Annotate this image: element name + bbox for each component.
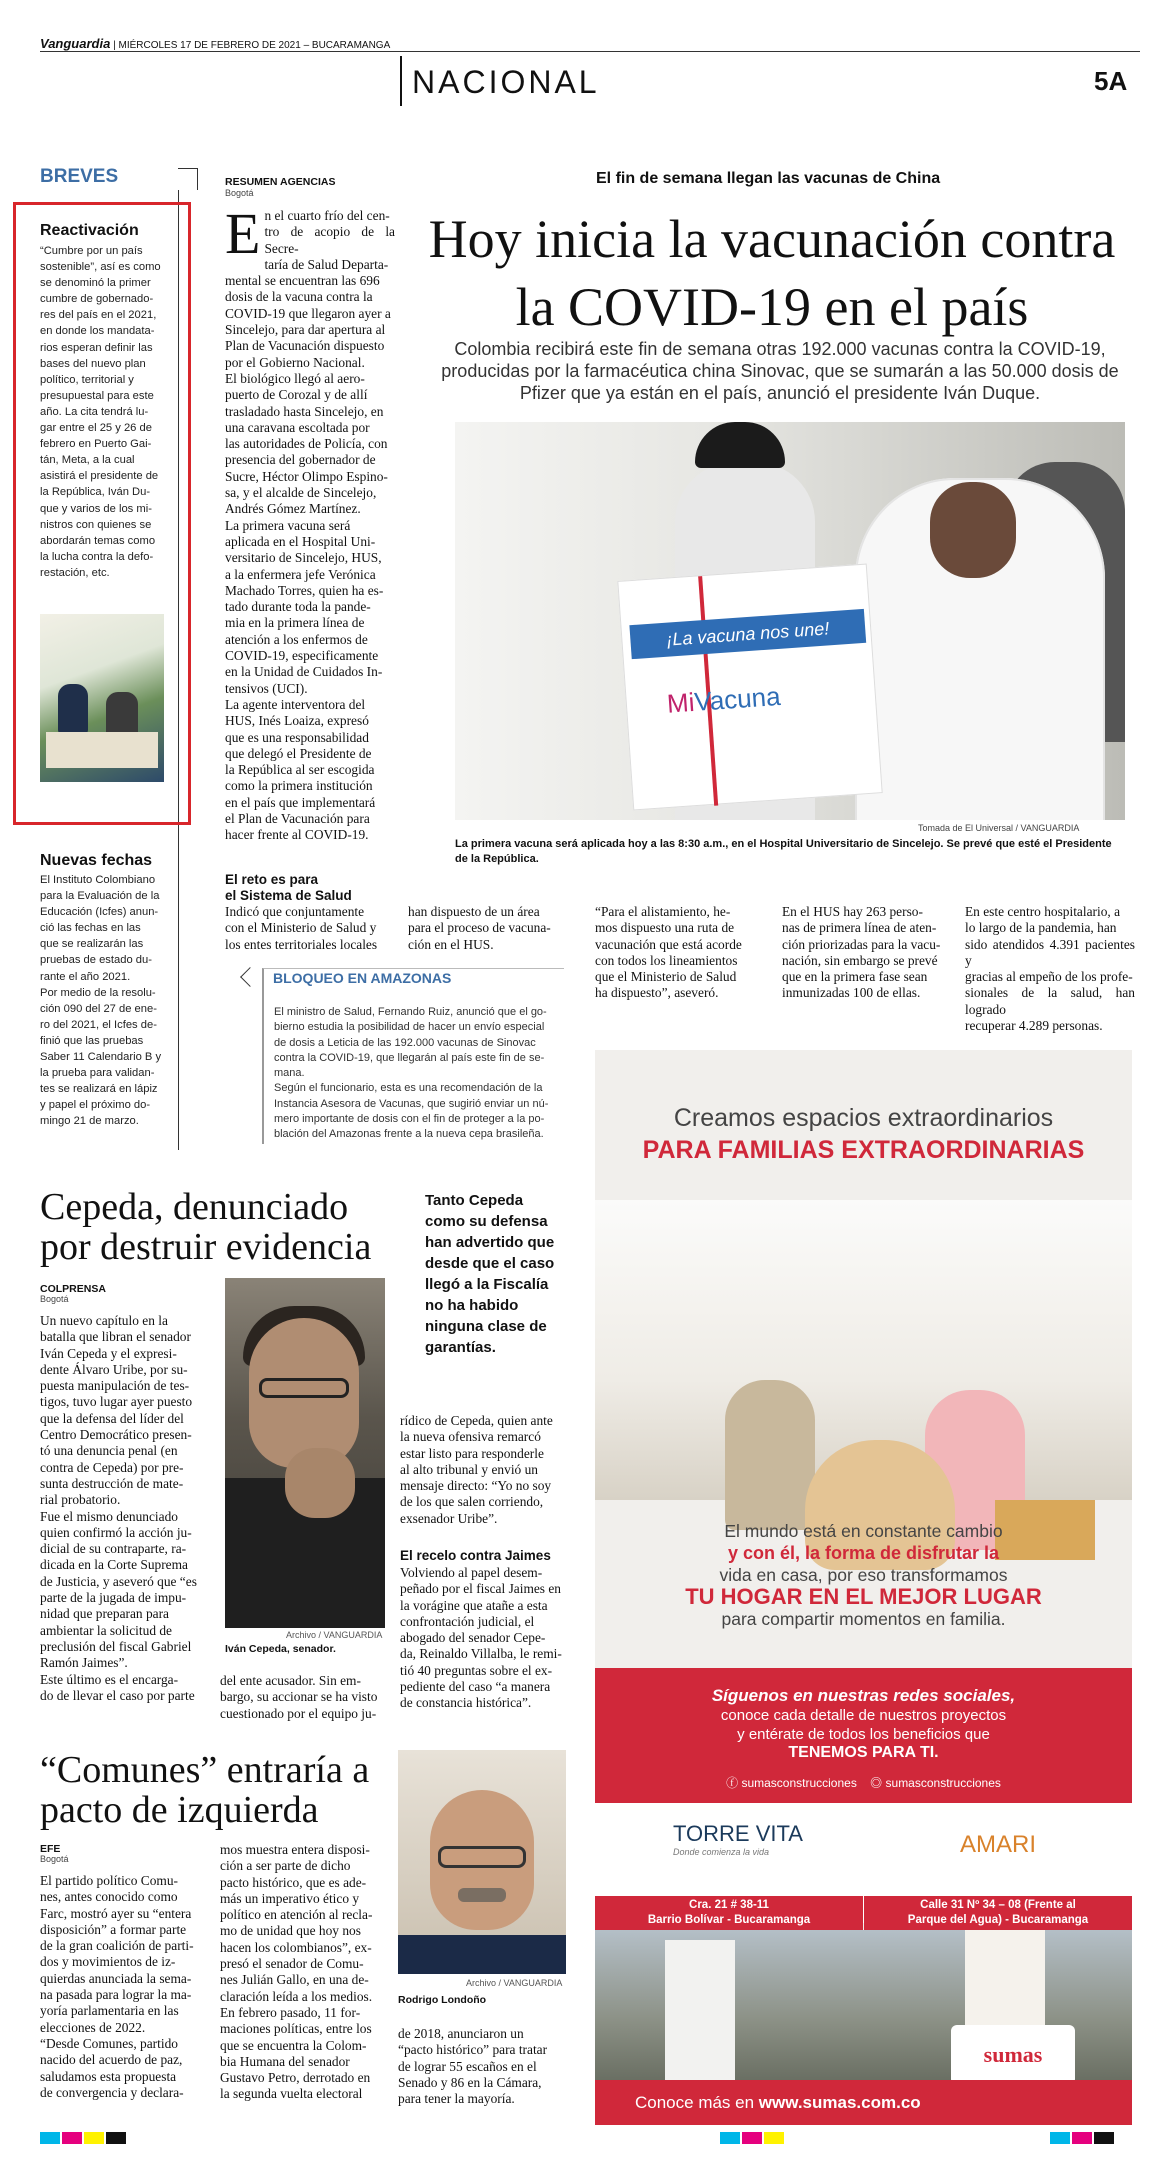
cepeda-col-2: del ente acusador. Sin em- bargo, su accionar se ha visto cuestionado por el equipo ju- bbox=[220, 1673, 378, 1721]
ad-message: El mundo está en constante cambio y con él, la forma de disfrutar la vida en casa, por eso transformamos TU HOGAR EN EL MEJOR LUGAR para compartir momentos en familia. bbox=[685, 1521, 1042, 1629]
main-headline bbox=[402, 205, 1142, 341]
main-col-3: “Para el alistamiento, he- mos dispuesto una ruta de vacunación que está acorde con todos los lineamientos que el Ministerio de Salud ha dispuesto”, aseveró. bbox=[595, 904, 742, 1001]
brief-body-reactivacion: “Cumbre por un país sostenible”, así es como se denominó la primer cumbre de gobernado- res del país en el 2021, en donde los mandata- rios esperan definir las bases del nuevo plan político, territorial y presupuestal para este año. La cita tendrá lu- gar entre el 25 y 26 de febrero en Puerto Gai- tán, Meta, a la cual asistirá el presidente de la República, Iván Du- que y varios de los mi- nistros con quienes se abordarán temas como la lucha contra la defo- restación, etc. bbox=[40, 245, 161, 579]
ad-address-2: Calle 31 Nº 34 – 08 (Frente al Parque del Agua) - Bucaramanga bbox=[864, 1896, 1132, 1930]
section-divider bbox=[400, 56, 402, 106]
facebook-icon: ⓕ bbox=[726, 1776, 742, 1790]
main-agency: RESUMEN AGENCIAS bbox=[225, 176, 336, 188]
main-col-1 bbox=[225, 201, 395, 844]
sumas-logo: sumas bbox=[951, 2025, 1075, 2085]
cepeda-agency: COLPRENSA bbox=[40, 1283, 106, 1295]
cepeda-photo bbox=[225, 1278, 385, 1628]
comunes-col-2: mos muestra entera disposi- ción a ser parte de dicho pacto histórico, que es ade- más un imperativo ético y político en atención al recla- mo de unidad que hoy nos hacen los colombianos”, ex- presó el senador de Comu- nes Julián Gallo, en una de- claración leída a los medios. En febrero pasado, 11 for- maciones políticas, entre los que se encuentra la Colom- bia Humana del senador Gustavo Petro, derrotado en la segunda vuelta electoral bbox=[220, 1842, 373, 2102]
page-number: 5A bbox=[1094, 66, 1128, 96]
sidebar-body: El ministro de Salud, Fernando Ruiz, anunció que el go- bierno estudia la posibilidad de hacer un envío especial de dosis a Leticia de las 192.000 vacunas de Sinovac contra la COVID-19, que llegarán al país este fin de se- mana. Según el funcionario, esta es una recomendación de la Instancia Asesora de Vacunas, que sugirió enviar un nú- mero importante de dosis con el fin de proteger a la po- blación del Amazonas frente a la nueva cepa brasileña. bbox=[274, 1006, 549, 1141]
color-bar bbox=[764, 2132, 784, 2144]
brief-body-nuevas-fechas: El Instituto Colombiano para la Evaluación de la Educación (Icfes) anun- ció las fechas en las que se realizarán las pruebas de estado du- rante el año 2021. Por medio de la resolu- ción 090 del 27 de ene- ro del 2021, el Icfes de- finió que las pruebas Saber 11 Calendario B y la prueba para validan- tes se realizará en lápiz y papel el próximo do- mingo 21 de marzo. bbox=[40, 874, 162, 1128]
ad-family-image bbox=[595, 1200, 1132, 1500]
cepeda-photo-name: Iván Cepeda, senador. bbox=[225, 1643, 336, 1655]
cepeda-subhead: El recelo contra Jaimes bbox=[400, 1548, 551, 1563]
advertisement[interactable] bbox=[595, 1050, 1132, 2125]
cepeda-city: Bogotá bbox=[40, 1294, 69, 1304]
dropcap: E bbox=[225, 201, 261, 266]
sidebar-arrow-icon bbox=[240, 967, 260, 987]
masthead-dateline: MIÉRCOLES 17 DE FEBRERO DE 2021 – BUCARAMANGA bbox=[118, 40, 391, 51]
cepeda-col-3: rídico de Cepeda, quien ante la nueva ofensiva remarcó estar listo para responderle al alto tribunal y envió un mensaje directo: “Yo no soy de los que salen corriendo, exsenador Uribe”. bbox=[400, 1413, 553, 1526]
box-brand: MiVacuna bbox=[665, 680, 782, 719]
box-slogan: ¡La vacuna nos une! bbox=[629, 609, 866, 659]
ad-buildings-image bbox=[595, 1930, 1132, 2080]
comunes-city: Bogotá bbox=[40, 1854, 69, 1864]
brief-title-nuevas-fechas: Nuevas fechas bbox=[40, 852, 153, 869]
color-bar bbox=[742, 2132, 762, 2144]
cepeda-pull-quote: Tanto Cepeda como su defensa han advertido que desde que el caso llegó a la Fiscalía no ha habido ninguna clase de garantías. bbox=[425, 1192, 555, 1356]
main-col-5: En este centro hospitalario, a lo largo de la pandemia, han sido atendidos 4.391 pacientes y gracias al empeño de los profe- sionales de la salud, han logrado recuperar 4.289 personas. bbox=[965, 904, 1135, 1034]
main-kicker: El fin de semana llegan las vacunas de China bbox=[596, 170, 941, 187]
comunes-col-1: El partido político Comu- nes, antes conocido como Farc, mostró ayer su “entera disposición” a formar parte de la gran coalición de parti- dos y movimientos de iz- quierdas anunciada la sema- na pasada para lograr la ma- yoría parlamentaria en las elecciones de 2022. “Desde Comunes, partido nacido del acuerdo de paz, saludamos esta propuesta de convergencia y declara- bbox=[40, 1873, 194, 2100]
headline-line-1: Hoy inicia la vacunación contra bbox=[428, 209, 1116, 269]
color-bar bbox=[84, 2132, 104, 2144]
color-bar bbox=[1072, 2132, 1092, 2144]
masthead: Vanguardia | MIÉRCOLES 17 DE FEBRERO DE 2021 – BUCARAMANGA bbox=[40, 36, 1140, 56]
main-col-4: En el HUS hay 263 perso- nas de primera línea de aten- ción priorizadas para la vacu- nación, sin embargo se prevé que en la primera fase sean inmunizadas 100 de ellas. bbox=[782, 904, 941, 1001]
sidebar-title: BLOQUEO EN AMAZONAS bbox=[273, 970, 452, 986]
main-subhead: El reto es para el Sistema de Salud bbox=[225, 872, 352, 903]
main-city: Bogotá bbox=[225, 188, 254, 198]
cepeda-headline: Cepeda, denunciado por destruir evidencia bbox=[40, 1186, 372, 1268]
cepeda-col-1: Un nuevo capítulo en la batalla que libran el senador Iván Cepeda y el expresi- dente Álvaro Uribe, por su- puesta manipulación de tes- tigos, tuvo lugar ayer puesto que la defensa del líder del Centro Democrático presen- tó una denuncia penal (en contra de Cepeda) por pre- sunta destrucción de mate- rial probatorio. Fue el mismo denunciado quien confirmó la acción ju- dicial de su contraparte, ra- dicada en la Corte Suprema de Justicia, y aseveró que “es parte de la jugada de impu- nidad que preparan para ambientar la solicitud de preclusión del fiscal Gabriel Ramón Jaimes”. Este último es el encarga- do de llevar el caso por parte bbox=[40, 1313, 197, 1703]
main-photo-caption: La primera vacuna será aplicada hoy a las 8:30 a.m., en el Hospital Universitario de Sincelejo. Se prevé que esté el Presidente de la República. bbox=[455, 838, 1112, 865]
torre-vita-logo: TORRE VITA Donde comienza la vida bbox=[673, 1821, 803, 1857]
cepeda-col-3b: Volviendo al papel desem- peñado por el fiscal Jaimes en la vorágine que atañe a esta confrontación judicial, el abogado del senador Cepe- da, Reinaldo Villalba, le remi- tió 40 preguntas sobre el ex- pediente del caso “a manera de constancia histórica”. bbox=[400, 1565, 562, 1711]
cepeda-photo-credit: Archivo / VANGUARDIA bbox=[286, 1630, 383, 1640]
headline-line-2: la COVID-19 en el país bbox=[515, 277, 1029, 337]
comunes-col-3: de 2018, anunciaron un “pacto histórico” para tratar de lograr 55 escaños en el Senado y 86 en la Cámara, para tener la mayoría. bbox=[398, 2026, 548, 2107]
brief-title-reactivacion: Reactivación bbox=[40, 222, 139, 239]
main-col-1b: Indicó que conjuntamente con el Ministerio de Salud y los entes territoriales locales bbox=[225, 904, 378, 952]
comunes-agency: EFE bbox=[40, 1843, 61, 1855]
ad-address-1: Cra. 21 # 38-11 Barrio Bolívar - Bucaramanga bbox=[595, 1896, 863, 1930]
color-bar bbox=[106, 2132, 126, 2144]
main-col-2: han dispuesto de un área para el proceso de vacuna- ción en el HUS. bbox=[408, 904, 551, 952]
main-dek: Colombia recibirá este fin de semana otras 192.000 vacunas contra la COVID-19, producidas por la farmacéutica china Sinovac, que se sumarán a las 50.000 dosis de Pfizer que ya están en el país, anunció el presidente Iván Duque. bbox=[441, 339, 1119, 403]
comunes-headline: “Comunes” entraría a pacto de izquierda bbox=[40, 1749, 370, 1831]
rodrigo-photo-credit: Archivo / VANGUARDIA bbox=[466, 1978, 563, 1988]
masthead-brand: Vanguardia bbox=[40, 36, 111, 51]
color-bar bbox=[1050, 2132, 1070, 2144]
ad-instagram-handle[interactable]: sumasconstrucciones bbox=[885, 1776, 1001, 1790]
rodrigo-photo bbox=[398, 1750, 566, 1974]
main-photo bbox=[455, 422, 1125, 820]
ad-url-link[interactable]: www.sumas.com.co bbox=[758, 2093, 921, 2112]
briefs-bracket bbox=[178, 168, 198, 190]
ad-line-2: PARA FAMILIAS EXTRAORDINARIAS bbox=[642, 1136, 1085, 1164]
ad-footer[interactable]: Conoce más en www.sumas.com.co bbox=[595, 2080, 1132, 2125]
color-bar bbox=[720, 2132, 740, 2144]
briefs-label: BREVES bbox=[40, 166, 119, 187]
ad-line-1: Creamos espacios extraordinarios bbox=[673, 1104, 1054, 1132]
instagram-icon: ◎ bbox=[870, 1776, 886, 1790]
color-bar bbox=[1094, 2132, 1114, 2144]
amari-logo: AMARI bbox=[960, 1831, 1037, 1858]
ad-social-band: Síguenos en nuestras redes sociales, conoce cada detalle de nuestros proyectos y entérate de todos los beneficios que TENEMOS PARA TI. ⓕ sumasconstrucciones ◎ sumasconstrucciones bbox=[595, 1668, 1132, 1803]
section-title: NACIONAL bbox=[412, 64, 600, 100]
main-col-1-text: n el cuarto frío del cen- tro de acopio de la Secre- taría de Salud Departa- mental se encuentran las 696 dosis de la vacuna contra la COVID-19 que llegaron ayer a Sincelejo, para dar apertura al Plan de Vacunación dispuesto por el Gobierno Nacional. El biológico llegó al aero- puerto de Corozal y de allí trasladado hasta Sincelejo, en una caravana escoltada por las autoridades de Policía, con presencia del gobernador de Sucre, Héctor Olimpo Espino- sa, y el alcalde de Sincelejo, Andrés Gómez Martínez. La primera vacuna será aplicada en el Hospital Uni- versitario de Sincelejo, HUS, a la enfermera jefe Verónica Machado Torres, quien ha es- tado durante toda la pande- mia en la primera línea de atención a los enfermos de COVID-19, especificamente en la Unidad de Cuidados In- tensivos (UCI). La agente interventora del HUS, Inés Loaiza, expresó que es una responsabilidad que delegó el Presidente de la República al ser escogida como la primera institución en el país que implementará el Plan de Vacunación para hacer frente al COVID-19. bbox=[225, 208, 395, 843]
color-bar bbox=[40, 2132, 60, 2144]
color-bar bbox=[62, 2132, 82, 2144]
brief-photo bbox=[40, 614, 164, 782]
main-photo-credit: Tomada de El Universal / VANGUARDIA bbox=[918, 823, 1080, 833]
ad-facebook-handle[interactable]: sumasconstrucciones bbox=[741, 1776, 857, 1790]
rodrigo-photo-name: Rodrigo Londoño bbox=[398, 1994, 487, 2006]
ad-projects bbox=[595, 1803, 1132, 1926]
